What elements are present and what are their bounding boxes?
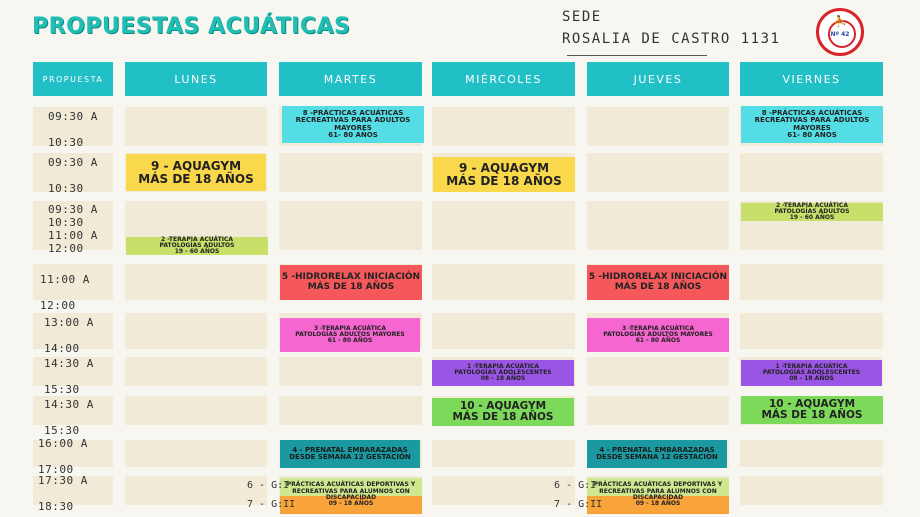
activity-line: RECREATIVAS PARA ADULTOS	[295, 116, 411, 125]
time-end: 10:30	[48, 136, 84, 149]
activity-line: DESDE SEMANA 12 GESTACIÓN	[289, 453, 411, 461]
grid-cell	[125, 357, 267, 386]
page-title: PROPUESTAS ACUÁTICAS	[32, 14, 351, 39]
activity-age: MÁS DE 18 AÑOS	[614, 281, 702, 292]
header-viernes: VIERNES	[740, 62, 883, 96]
time-start: 09:30 A	[48, 203, 98, 216]
grid-cell	[740, 476, 883, 505]
grid-cell	[432, 440, 575, 467]
activity-line: DISCAPACIDAD	[632, 494, 684, 501]
activity-prenatal-martes[interactable]	[280, 440, 420, 468]
header-miercoles: MIÉRCOLES	[432, 62, 575, 96]
activity-line: RECREATIVAS PARA ALUMNOS CON	[292, 487, 410, 495]
sede-label: SEDE	[562, 9, 602, 25]
group-label-g1-jueves: 6 - G:I	[554, 480, 597, 491]
time-start: 13:00 A	[44, 316, 94, 329]
activity-title: PRÁCTICAS ACUÁTICAS DEPORTIVAS Y	[286, 481, 416, 489]
activity-title: 3 -TERAPIA ACUÁTICA	[314, 324, 386, 332]
activity-title: 2 -TERAPIA ACUÁTICA	[161, 235, 233, 243]
grid-cell	[125, 264, 267, 300]
activity-terapia-adolescentes-viernes[interactable]	[741, 360, 882, 386]
time-slot-8	[38, 437, 88, 476]
time-slot-7	[44, 398, 94, 437]
activity-title: 2 -TERAPIA ACUÁTICA	[776, 201, 848, 209]
time-start: 09:30 A	[48, 110, 98, 123]
activity-line: MAYORES	[793, 123, 831, 132]
activity-title: 9 - AQUAGYM	[458, 160, 550, 175]
time-end: 10:30	[48, 182, 84, 195]
activity-line: PATOLOGÍAS ADOLESCENTES	[454, 368, 552, 376]
time-end: 12:00	[40, 299, 76, 312]
time-end: 10:30	[48, 216, 84, 229]
activity-terapia-adolescentes-miercoles[interactable]	[432, 360, 574, 386]
activity-aquagym-10-viernes[interactable]	[741, 396, 883, 424]
header-jueves: JUEVES	[587, 62, 729, 96]
time-slot-1	[48, 110, 98, 149]
header-martes: MARTES	[279, 62, 422, 96]
activity-age: 19 - 60 AÑOS	[174, 248, 220, 256]
grid-cell	[432, 201, 575, 250]
activity-title: 4 - PRENATAL EMBARAZADAS	[292, 445, 408, 454]
grid-cell	[279, 201, 422, 250]
grid-cell	[587, 357, 729, 386]
activity-title: 3 -TERAPIA ACUÁTICA	[622, 324, 694, 332]
activity-practicas-recreativas-viernes[interactable]	[741, 106, 883, 143]
activity-aquagym-lunes[interactable]	[126, 154, 266, 191]
activity-title: 8 -PRÁCTICAS ACUÁTICAS	[761, 108, 863, 117]
time-start: 17:30 A	[38, 474, 88, 487]
activity-line: PATOLOGÍAS ADOLESCENTES	[762, 368, 861, 376]
activity-age: MÁS DE 18 AÑOS	[452, 411, 554, 423]
time-end: 14:00	[44, 342, 80, 355]
activity-title: 1 -TERAPIA ACUÁTICA	[775, 362, 848, 370]
header-lunes: LUNES	[125, 62, 267, 96]
time-slot-6	[44, 357, 94, 396]
activity-age: MÁS DE 18 AÑOS	[138, 171, 254, 186]
group-label-g1-martes: 6 - G:I	[247, 480, 290, 491]
activity-line: PATOLOGÍAS ADULTOS MAYORES	[295, 330, 405, 338]
divider	[567, 55, 707, 56]
activity-terapia-adultos-lunes[interactable]	[126, 237, 268, 255]
logo-number: Nº 42	[830, 31, 850, 38]
time-start: 09:30 A	[48, 156, 98, 169]
sede-block	[562, 6, 780, 50]
activity-discapacidad-jueves[interactable]	[587, 478, 729, 512]
group-label-g2-jueves: 7 - G:II	[554, 499, 603, 510]
grid-cell	[587, 201, 729, 250]
grid-cell	[125, 396, 267, 425]
activity-age: 09 - 18 AÑOS	[635, 500, 681, 508]
activity-title: 10 - AQUAGYM	[768, 397, 856, 410]
activity-title: PRÁCTICAS ACUÁTICAS DEPORTIVAS Y	[593, 481, 723, 489]
activity-line: PATOLOGÍAS ADULTOS	[159, 241, 235, 249]
activity-age: MÁS DE 18 AÑOS	[761, 409, 863, 421]
grid-cell	[125, 313, 267, 349]
activity-title: 9 - AQUAGYM	[150, 158, 242, 173]
grid-cell	[740, 313, 883, 349]
grid-cell	[587, 107, 729, 146]
activity-line: PATOLOGÍAS ADULTOS	[774, 207, 850, 215]
activity-title: 5 -HIDRORELAX INICIACIÓN	[281, 272, 421, 283]
activity-age: MÁS DE 18 AÑOS	[446, 173, 562, 188]
activity-title: 5 -HIDRORELAX INICIACIÓN	[588, 272, 728, 283]
activity-age: 61 - 80 AÑOS	[635, 337, 681, 345]
activity-discapacidad-martes[interactable]	[280, 478, 422, 512]
time-slot-3	[48, 203, 98, 255]
activity-terapia-adultos-viernes[interactable]	[741, 203, 883, 221]
activity-prenatal-jueves[interactable]	[587, 440, 727, 468]
activity-age: 61- 80 AÑOS	[328, 130, 378, 139]
grid-cell	[432, 264, 575, 300]
time-slot-4	[40, 273, 90, 312]
activity-terapia-mayores-martes[interactable]	[280, 318, 420, 352]
grid-cell	[125, 476, 267, 505]
time-slot-2	[48, 156, 98, 195]
activity-hidrorelax-jueves[interactable]	[587, 265, 729, 300]
grid-cell	[125, 107, 267, 146]
grid-cell	[279, 357, 422, 386]
activity-line: RECREATIVAS PARA ADULTOS	[754, 116, 870, 125]
group-label-g2-martes: 7 - G:II	[247, 499, 296, 510]
activity-line: RECREATIVAS PARA ALUMNOS CON	[599, 487, 717, 495]
time-end: 17:00	[38, 463, 74, 476]
activity-age: 61- 80 AÑOS	[787, 130, 837, 139]
activity-aquagym-miercoles[interactable]	[433, 157, 575, 192]
activity-line: DISCAPACIDAD	[325, 494, 377, 501]
grid-cell	[279, 396, 422, 425]
sede-address: ROSALIA DE CASTRO 1131	[562, 31, 781, 47]
time-start: 14:30 A	[44, 357, 94, 370]
grid-cell	[587, 153, 729, 192]
activity-practicas-recreativas-martes[interactable]	[282, 106, 424, 143]
activity-terapia-mayores-jueves[interactable]	[587, 318, 729, 352]
time-slot-9	[38, 474, 88, 513]
activity-line: PATOLOGÍAS ADULTOS MAYORES	[603, 330, 713, 338]
swimmer-logo-icon	[816, 8, 864, 56]
grid-cell	[740, 153, 883, 192]
grid-cell	[587, 396, 729, 425]
grid-cell	[432, 313, 575, 349]
time-end: 12:00	[48, 242, 84, 255]
activity-line: DESDE SEMANA 12 GESTACIÓN	[596, 453, 718, 461]
activity-title: 8 -PRÁCTICAS ACUÁTICAS	[302, 108, 404, 117]
time-end: 18:30	[38, 500, 74, 513]
time-start: 11:00 A	[48, 229, 98, 242]
swimmer-figure-icon: ⛹	[833, 15, 847, 28]
time-start: 11:00 A	[40, 273, 90, 286]
activity-aquagym-10-miercoles[interactable]	[432, 398, 574, 426]
time-end: 15:30	[44, 383, 80, 396]
time-start: 14:30 A	[44, 398, 94, 411]
activity-age: 08 - 18 AÑOS	[789, 375, 834, 383]
time-slot-5	[44, 316, 94, 355]
activity-age: 19 - 60 AÑOS	[789, 214, 835, 222]
grid-cell	[279, 153, 422, 192]
grid-cell	[740, 264, 883, 300]
activity-age: 61 - 80 AÑOS	[327, 337, 373, 345]
activity-title: 10 - AQUAGYM	[459, 399, 547, 412]
header-propuesta: PROPUESTA	[33, 62, 113, 96]
activity-age: 08 - 18 AÑOS	[480, 375, 526, 383]
grid-cell	[125, 440, 267, 467]
grid-cell	[740, 440, 883, 467]
grid-cell	[432, 107, 575, 146]
activity-title: 4 - PRENATAL EMBARAZADAS	[599, 445, 715, 454]
time-start: 16:00 A	[38, 437, 88, 450]
activity-age: MÁS DE 18 AÑOS	[307, 281, 395, 292]
time-end: 15:30	[44, 424, 80, 437]
activity-hidrorelax-martes[interactable]	[280, 265, 422, 300]
activity-title: 1 -TERAPIA ACUÁTICA	[467, 362, 539, 370]
activity-age: 09 - 18 AÑOS	[328, 500, 374, 508]
activity-line: MAYORES	[334, 123, 372, 132]
